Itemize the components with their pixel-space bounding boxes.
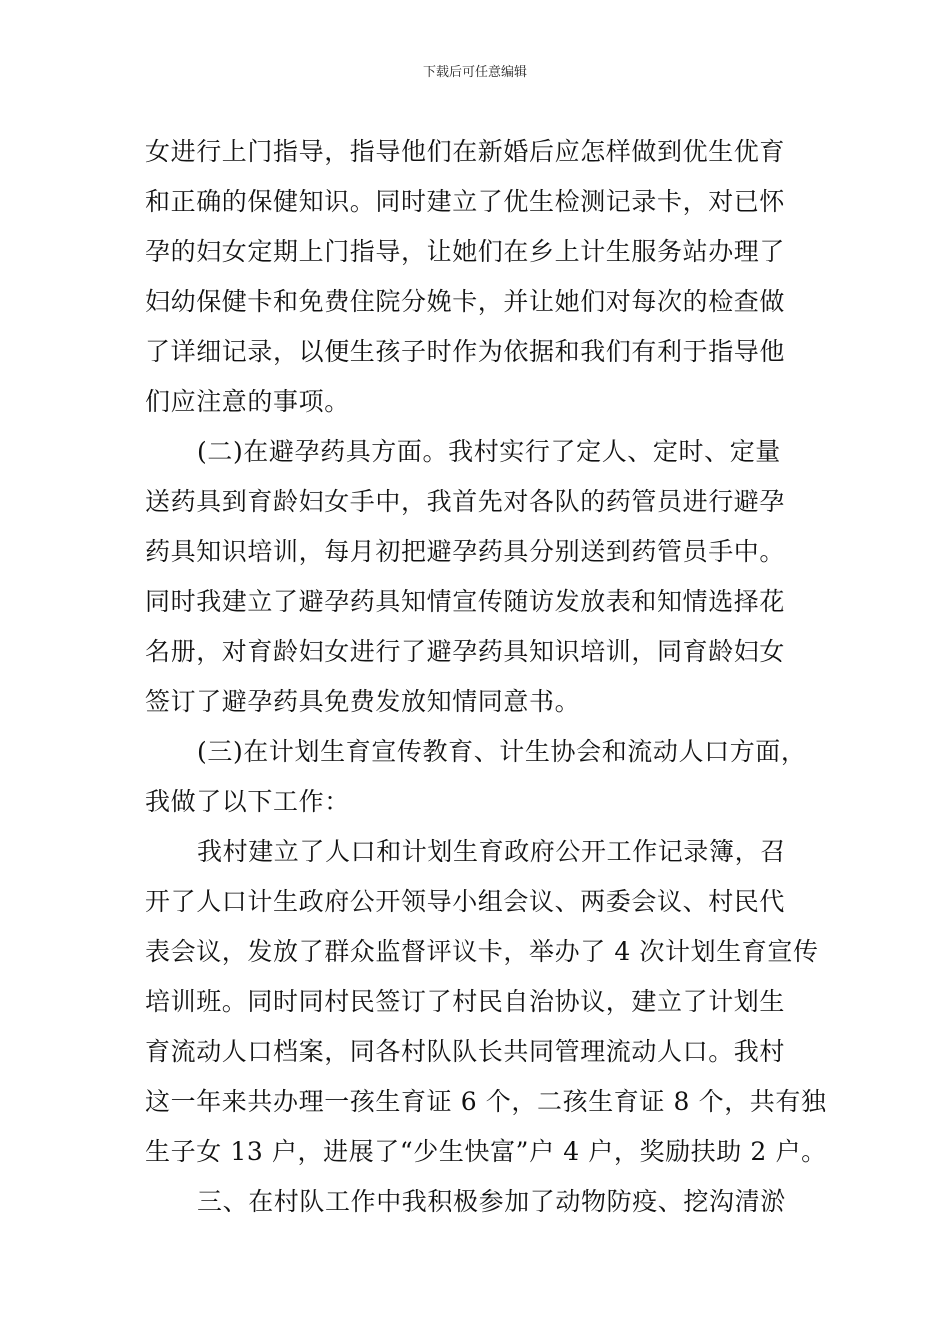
text-line: 育流动人口档案，同各村队队长共同管理流动人口。我村 bbox=[145, 1037, 786, 1066]
text-line: 孕的妇女定期上门指导，让她们在乡上计生服务站办理了 bbox=[145, 237, 786, 266]
paragraph-start-line: 我村建立了人口和计划生育政府公开工作记录簿，召 bbox=[197, 837, 786, 866]
text-line: 表会议，发放了群众监督评议卡，举办了 4 次计划生育宣传 bbox=[145, 937, 819, 966]
text-line: 签订了避孕药具免费发放知情同意书。 bbox=[145, 687, 581, 716]
text-line: 送药具到育龄妇女手中，我首先对各队的药管员进行避孕 bbox=[145, 487, 786, 516]
document-body bbox=[145, 127, 827, 1227]
text-line: 妇幼保健卡和免费住院分娩卡，并让她们对每次的检查做 bbox=[145, 287, 786, 316]
text-line: 药具知识培训，每月初把避孕药具分别送到药管员手中。 bbox=[145, 537, 786, 566]
paragraph-start-line: 三、在村队工作中我积极参加了动物防疫、挖沟清淤 bbox=[197, 1187, 786, 1216]
text-line: 培训班。同时同村民签订了村民自治协议，建立了计划生 bbox=[145, 987, 786, 1016]
text-line: 们应注意的事项。 bbox=[145, 387, 350, 416]
paragraph-start-line: (二)在避孕药具方面。我村实行了定人、定时、定量 bbox=[197, 437, 781, 466]
paragraph-start-line: (三)在计划生育宣传教育、计生协会和流动人口方面， bbox=[197, 737, 807, 766]
text-line: 和正确的保健知识。同时建立了优生检测记录卡，对已怀 bbox=[145, 187, 786, 216]
text-line: 我做了以下工作： bbox=[145, 787, 350, 816]
text-line: 了详细记录，以便生孩子时作为依据和我们有利于指导他 bbox=[145, 337, 786, 366]
text-line: 开了人口计生政府公开领导小组会议、两委会议、村民代 bbox=[145, 887, 786, 916]
text-line: 同时我建立了避孕药具知情宣传随访发放表和知情选择花 bbox=[145, 587, 786, 616]
text-line: 女进行上门指导，指导他们在新婚后应怎样做到优生优育 bbox=[145, 137, 786, 166]
page-header: 下载后可任意编辑 bbox=[422, 65, 527, 80]
text-line: 这一年来共办理一孩生育证 6 个，二孩生育证 8 个，共有独 bbox=[145, 1087, 827, 1116]
text-line: 名册，对育龄妇女进行了避孕药具知识培训，同育龄妇女 bbox=[145, 637, 786, 666]
text-line: 生子女 13 户，进展了“少生快富”户 4 户，奖励扶助 2 户。 bbox=[145, 1137, 827, 1166]
